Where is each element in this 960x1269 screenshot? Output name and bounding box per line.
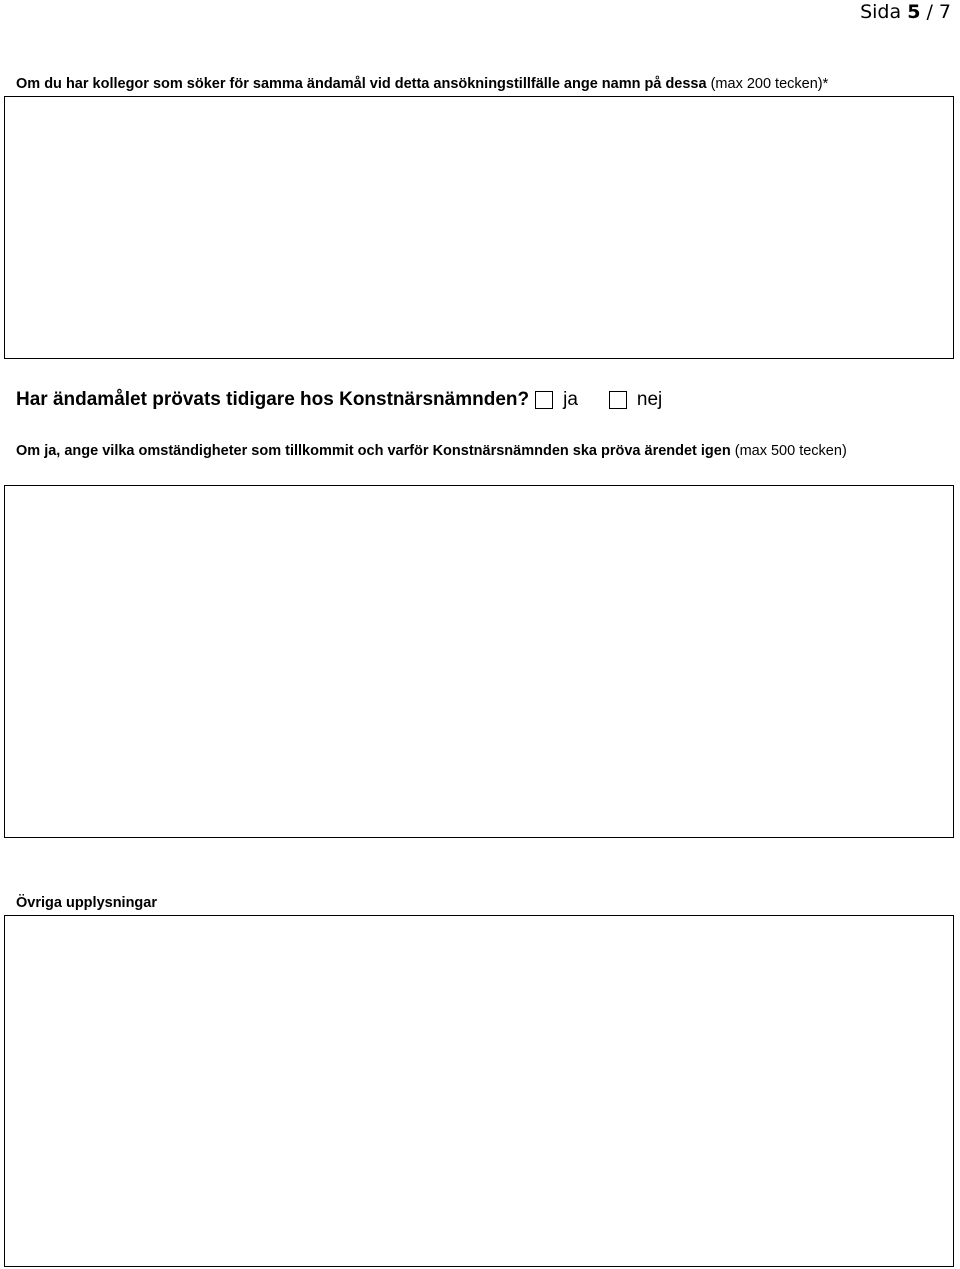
prior-review-yes-label: ja (563, 389, 578, 410)
circumstances-label-limit: (max 500 tecken) (730, 443, 847, 459)
page-number-separator: / (920, 1, 939, 23)
page-number-current: 5 (907, 1, 921, 23)
other-info-text-field[interactable] (4, 915, 954, 1267)
prior-review-no-checkbox[interactable] (609, 391, 627, 409)
page-number (860, 0, 951, 24)
prior-review-question: Har ändamålet prövats tidigare hos Konstnärsnämnden? (16, 389, 530, 410)
colleagues-label (16, 74, 828, 94)
colleagues-label-limit: (max 200 tecken)* (706, 76, 829, 92)
page-number-total: 7 (938, 1, 951, 23)
prior-review-no-label: nej (636, 389, 663, 410)
other-info-label: Övriga upplysningar (16, 895, 157, 911)
colleagues-label-bold: Om du har kollegor som söker för samma ändamål vid detta ansökningstillfälle ange namn på dessa (16, 76, 707, 92)
circumstances-text-field[interactable] (4, 485, 954, 838)
prior-review-yes-checkbox[interactable] (535, 391, 553, 409)
circumstances-label (16, 441, 946, 462)
prior-review-question-row (16, 387, 662, 413)
colleagues-text-field[interactable] (4, 96, 954, 359)
page-number-prefix: Sida (860, 1, 908, 23)
circumstances-label-bold: Om ja, ange vilka omständigheter som tillkommit och varför Konstnärsnämnden ska pröva ärendet igen (16, 443, 731, 459)
